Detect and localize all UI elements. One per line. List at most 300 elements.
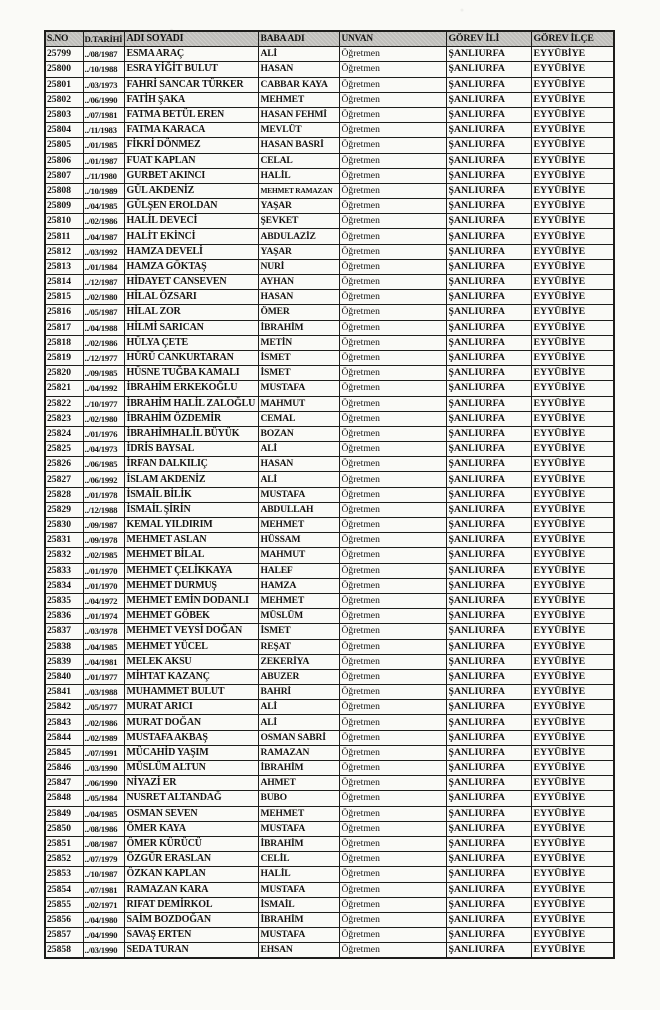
cell-sno: 25801 — [45, 77, 83, 92]
cell-ilce: EYYÜBİYE — [531, 62, 614, 77]
table-row — [45, 943, 614, 959]
cell-adi: MELEK AKSU — [124, 654, 258, 669]
table-row — [45, 320, 614, 335]
cell-ilce: EYYÜBİYE — [531, 609, 614, 624]
cell-ilce: EYYÜBİYE — [531, 168, 614, 183]
cell-ilce: EYYÜBİYE — [531, 639, 614, 654]
cell-baba: HASAN — [258, 62, 339, 77]
cell-baba: BAHRİ — [258, 685, 339, 700]
cell-ilce: EYYÜBİYE — [531, 700, 614, 715]
table-row — [45, 107, 614, 122]
cell-baba: CABBAR KAYA — [258, 77, 339, 92]
cell-dtarihi: ../04/1973 — [83, 442, 124, 457]
cell-adi: HİLAL ZOR — [124, 305, 258, 320]
cell-ilce: EYYÜBİYE — [531, 457, 614, 472]
cell-adi: MURAT ARICI — [124, 700, 258, 715]
cell-unvan: Öğretmen — [339, 442, 446, 457]
cell-sno: 25836 — [45, 609, 83, 624]
cell-dtarihi: ../01/1970 — [83, 563, 124, 578]
cell-ilce: EYYÜBİYE — [531, 943, 614, 959]
cell-unvan: Öğretmen — [339, 259, 446, 274]
cell-unvan: Öğretmen — [339, 882, 446, 897]
cell-sno: 25829 — [45, 502, 83, 517]
cell-unvan: Öğretmen — [339, 578, 446, 593]
cell-ili: ŞANLIURFA — [446, 47, 531, 62]
cell-ilce: EYYÜBİYE — [531, 730, 614, 745]
cell-ilce: EYYÜBİYE — [531, 897, 614, 912]
cell-sno: 25844 — [45, 730, 83, 745]
cell-ilce: EYYÜBİYE — [531, 442, 614, 457]
cell-sno: 25852 — [45, 852, 83, 867]
cell-ili: ŞANLIURFA — [446, 943, 531, 959]
cell-dtarihi: ../04/1987 — [83, 229, 124, 244]
cell-adi: İBRAHİM ÖZDEMİR — [124, 411, 258, 426]
column-header-gorev-ilce: GÖREV İLÇE — [531, 31, 614, 47]
cell-dtarihi: ../05/1977 — [83, 700, 124, 715]
cell-adi: MUHAMMET BULUT — [124, 685, 258, 700]
cell-ilce: EYYÜBİYE — [531, 350, 614, 365]
cell-ili: ŞANLIURFA — [446, 867, 531, 882]
cell-ili: ŞANLIURFA — [446, 593, 531, 608]
table-row — [45, 275, 614, 290]
cell-sno: 25806 — [45, 153, 83, 168]
cell-adi: HALİL DEVECİ — [124, 214, 258, 229]
cell-unvan: Öğretmen — [339, 806, 446, 821]
table-row — [45, 791, 614, 806]
table-row — [45, 669, 614, 684]
cell-unvan: Öğretmen — [339, 381, 446, 396]
table-row — [45, 593, 614, 608]
cell-dtarihi: ../12/1977 — [83, 350, 124, 365]
cell-ilce: EYYÜBİYE — [531, 77, 614, 92]
cell-dtarihi: ../01/1984 — [83, 259, 124, 274]
cell-baba: MEHMET — [258, 593, 339, 608]
cell-sno: 25820 — [45, 366, 83, 381]
cell-sno: 25849 — [45, 806, 83, 821]
table-row — [45, 852, 614, 867]
cell-dtarihi: ../07/1979 — [83, 852, 124, 867]
cell-dtarihi: ../04/1985 — [83, 806, 124, 821]
cell-adi: FİKRİ DÖNMEZ — [124, 138, 258, 153]
cell-ili: ŞANLIURFA — [446, 92, 531, 107]
cell-ilce: EYYÜBİYE — [531, 806, 614, 821]
cell-sno: 25807 — [45, 168, 83, 183]
cell-ili: ŞANLIURFA — [446, 275, 531, 290]
personnel-table — [44, 30, 615, 959]
table-row — [45, 882, 614, 897]
cell-baba: HAMZA — [258, 578, 339, 593]
cell-sno: 25828 — [45, 487, 83, 502]
cell-ilce: EYYÜBİYE — [531, 745, 614, 760]
cell-adi: FATİH ŞAKA — [124, 92, 258, 107]
cell-sno: 25800 — [45, 62, 83, 77]
cell-ilce: EYYÜBİYE — [531, 669, 614, 684]
cell-unvan: Öğretmen — [339, 639, 446, 654]
cell-dtarihi: ../01/1987 — [83, 153, 124, 168]
cell-ili: ŞANLIURFA — [446, 62, 531, 77]
cell-ilce: EYYÜBİYE — [531, 715, 614, 730]
cell-ili: ŞANLIURFA — [446, 745, 531, 760]
table-row — [45, 153, 614, 168]
cell-sno: 25834 — [45, 578, 83, 593]
cell-ili: ŞANLIURFA — [446, 320, 531, 335]
cell-dtarihi: ../02/1986 — [83, 715, 124, 730]
cell-baba: ABDULAZİZ — [258, 229, 339, 244]
cell-baba: MEHMET RAMAZAN — [258, 183, 339, 198]
cell-sno: 25817 — [45, 320, 83, 335]
cell-baba: ÖMER — [258, 305, 339, 320]
cell-unvan: Öğretmen — [339, 867, 446, 882]
cell-dtarihi: ../02/1989 — [83, 730, 124, 745]
cell-dtarihi: ../03/1973 — [83, 77, 124, 92]
cell-unvan: Öğretmen — [339, 609, 446, 624]
cell-adi: İSMAİL BİLİK — [124, 487, 258, 502]
cell-ilce: EYYÜBİYE — [531, 244, 614, 259]
cell-adi: SAİM BOZDOĞAN — [124, 912, 258, 927]
cell-ili: ŞANLIURFA — [446, 533, 531, 548]
cell-unvan: Öğretmen — [339, 912, 446, 927]
cell-sno: 25799 — [45, 47, 83, 62]
cell-adi: İBRAHİMHALİL BÜYÜK — [124, 426, 258, 441]
cell-adi: FAHRİ SANCAR TÜRKER — [124, 77, 258, 92]
cell-dtarihi: ../03/1990 — [83, 943, 124, 959]
cell-ili: ŞANLIURFA — [446, 912, 531, 927]
cell-baba: MAHMUT — [258, 548, 339, 563]
cell-dtarihi: ../08/1987 — [83, 836, 124, 851]
cell-unvan: Öğretmen — [339, 715, 446, 730]
cell-sno: 25856 — [45, 912, 83, 927]
cell-adi: GÜL AKDENİZ — [124, 183, 258, 198]
cell-adi: MEHMET YÜCEL — [124, 639, 258, 654]
cell-dtarihi: ../01/1977 — [83, 669, 124, 684]
cell-sno: 25821 — [45, 381, 83, 396]
cell-adi: FATMA KARACA — [124, 123, 258, 138]
cell-baba: YAŞAR — [258, 244, 339, 259]
cell-sno: 25846 — [45, 761, 83, 776]
table-row — [45, 305, 614, 320]
cell-unvan: Öğretmen — [339, 943, 446, 959]
cell-baba: İSMAİL — [258, 897, 339, 912]
cell-ili: ŞANLIURFA — [446, 518, 531, 533]
cell-sno: 25841 — [45, 685, 83, 700]
cell-ilce: EYYÜBİYE — [531, 821, 614, 836]
cell-baba: CELİL — [258, 852, 339, 867]
cell-sno: 25808 — [45, 183, 83, 198]
cell-ili: ŞANLIURFA — [446, 578, 531, 593]
cell-sno: 25847 — [45, 776, 83, 791]
cell-baba: İSMET — [258, 366, 339, 381]
cell-unvan: Öğretmen — [339, 745, 446, 760]
table-row — [45, 214, 614, 229]
cell-dtarihi: ../01/1974 — [83, 609, 124, 624]
cell-dtarihi: ../02/1971 — [83, 897, 124, 912]
cell-adi: İRFAN DALKILIÇ — [124, 457, 258, 472]
cell-sno: 25858 — [45, 943, 83, 959]
cell-sno: 25851 — [45, 836, 83, 851]
cell-dtarihi: ../04/1985 — [83, 639, 124, 654]
cell-unvan: Öğretmen — [339, 335, 446, 350]
cell-dtarihi: ../06/1992 — [83, 472, 124, 487]
cell-unvan: Öğretmen — [339, 123, 446, 138]
cell-ili: ŞANLIURFA — [446, 426, 531, 441]
cell-ilce: EYYÜBİYE — [531, 761, 614, 776]
cell-baba: ALİ — [258, 700, 339, 715]
cell-unvan: Öğretmen — [339, 518, 446, 533]
cell-ili: ŞANLIURFA — [446, 229, 531, 244]
cell-dtarihi: ../03/1990 — [83, 761, 124, 776]
cell-adi: HAMZA DEVELİ — [124, 244, 258, 259]
cell-unvan: Öğretmen — [339, 700, 446, 715]
cell-adi: İSLAM AKDENİZ — [124, 472, 258, 487]
cell-ilce: EYYÜBİYE — [531, 563, 614, 578]
cell-baba: AYHAN — [258, 275, 339, 290]
cell-ili: ŞANLIURFA — [446, 776, 531, 791]
cell-ili: ŞANLIURFA — [446, 852, 531, 867]
table-row — [45, 92, 614, 107]
cell-baba: İSMET — [258, 624, 339, 639]
cell-ili: ŞANLIURFA — [446, 897, 531, 912]
cell-ili: ŞANLIURFA — [446, 107, 531, 122]
cell-ilce: EYYÜBİYE — [531, 836, 614, 851]
cell-sno: 25809 — [45, 199, 83, 214]
cell-unvan: Öğretmen — [339, 47, 446, 62]
cell-baba: CEMAL — [258, 411, 339, 426]
cell-ili: ŞANLIURFA — [446, 472, 531, 487]
cell-adi: HİLAL ÖZSARI — [124, 290, 258, 305]
cell-adi: KEMAL YILDIRIM — [124, 518, 258, 533]
cell-adi: MEHMET GÖBEK — [124, 609, 258, 624]
cell-baba: HASAN — [258, 457, 339, 472]
cell-adi: MEHMET VEYSİ DOĞAN — [124, 624, 258, 639]
cell-ilce: EYYÜBİYE — [531, 275, 614, 290]
table-row — [45, 244, 614, 259]
cell-ilce: EYYÜBİYE — [531, 259, 614, 274]
cell-ilce: EYYÜBİYE — [531, 578, 614, 593]
cell-sno: 25845 — [45, 745, 83, 760]
table-row — [45, 730, 614, 745]
cell-baba: BUBO — [258, 791, 339, 806]
cell-adi: ESMA ARAÇ — [124, 47, 258, 62]
cell-unvan: Öğretmen — [339, 275, 446, 290]
cell-ili: ŞANLIURFA — [446, 199, 531, 214]
cell-ili: ŞANLIURFA — [446, 700, 531, 715]
cell-dtarihi: ../02/1986 — [83, 214, 124, 229]
table-row — [45, 259, 614, 274]
table-row — [45, 928, 614, 943]
cell-adi: MEHMET DURMUŞ — [124, 578, 258, 593]
table-row — [45, 609, 614, 624]
cell-baba: MEVLÜT — [258, 123, 339, 138]
cell-adi: HÜRÜ CANKURTARAN — [124, 350, 258, 365]
cell-adi: MİHTAT KAZANÇ — [124, 669, 258, 684]
cell-unvan: Öğretmen — [339, 548, 446, 563]
cell-ilce: EYYÜBİYE — [531, 138, 614, 153]
cell-unvan: Öğretmen — [339, 928, 446, 943]
table-row — [45, 836, 614, 851]
cell-unvan: Öğretmen — [339, 821, 446, 836]
cell-sno: 25833 — [45, 563, 83, 578]
cell-ili: ŞANLIURFA — [446, 123, 531, 138]
cell-ili: ŞANLIURFA — [446, 730, 531, 745]
cell-adi: FUAT KAPLAN — [124, 153, 258, 168]
table-row — [45, 411, 614, 426]
cell-dtarihi: ../08/1986 — [83, 821, 124, 836]
cell-baba: ALİ — [258, 47, 339, 62]
table-row — [45, 776, 614, 791]
cell-ili: ŞANLIURFA — [446, 244, 531, 259]
cell-ilce: EYYÜBİYE — [531, 290, 614, 305]
cell-ili: ŞANLIURFA — [446, 685, 531, 700]
cell-ilce: EYYÜBİYE — [531, 928, 614, 943]
cell-unvan: Öğretmen — [339, 624, 446, 639]
table-row — [45, 487, 614, 502]
table-row — [45, 472, 614, 487]
cell-baba: AHMET — [258, 776, 339, 791]
cell-dtarihi: ../04/1981 — [83, 654, 124, 669]
cell-baba: ŞEVKET — [258, 214, 339, 229]
cell-unvan: Öğretmen — [339, 153, 446, 168]
cell-adi: MEHMET ASLAN — [124, 533, 258, 548]
cell-dtarihi: ../07/1981 — [83, 882, 124, 897]
cell-unvan: Öğretmen — [339, 654, 446, 669]
cell-dtarihi: ../09/1985 — [83, 366, 124, 381]
cell-baba: MEHMET — [258, 518, 339, 533]
cell-sno: 25842 — [45, 700, 83, 715]
cell-ilce: EYYÜBİYE — [531, 472, 614, 487]
table-row — [45, 867, 614, 882]
column-header-unvan: UNVAN — [339, 31, 446, 47]
cell-adi: İSMAİL ŞİRİN — [124, 502, 258, 517]
cell-unvan: Öğretmen — [339, 396, 446, 411]
cell-baba: ALİ — [258, 715, 339, 730]
table-row — [45, 578, 614, 593]
cell-dtarihi: ../12/1987 — [83, 275, 124, 290]
cell-adi: HÜLYA ÇETE — [124, 335, 258, 350]
cell-unvan: Öğretmen — [339, 669, 446, 684]
table-row — [45, 457, 614, 472]
cell-baba: ABUZER — [258, 669, 339, 684]
cell-dtarihi: ../06/1985 — [83, 457, 124, 472]
table-row — [45, 897, 614, 912]
cell-ili: ŞANLIURFA — [446, 882, 531, 897]
cell-baba: HALİL — [258, 867, 339, 882]
table-body — [45, 47, 614, 959]
cell-adi: İDRİS BAYSAL — [124, 442, 258, 457]
cell-ili: ŞANLIURFA — [446, 290, 531, 305]
table-row — [45, 700, 614, 715]
cell-ili: ŞANLIURFA — [446, 442, 531, 457]
cell-unvan: Öğretmen — [339, 229, 446, 244]
cell-ili: ŞANLIURFA — [446, 214, 531, 229]
cell-ili: ŞANLIURFA — [446, 457, 531, 472]
table-row — [45, 138, 614, 153]
cell-adi: ÖMER KAYA — [124, 821, 258, 836]
cell-unvan: Öğretmen — [339, 472, 446, 487]
cell-sno: 25853 — [45, 867, 83, 882]
table-row — [45, 62, 614, 77]
cell-baba: İBRAHİM — [258, 912, 339, 927]
cell-sno: 25854 — [45, 882, 83, 897]
cell-sno: 25855 — [45, 897, 83, 912]
cell-ili: ŞANLIURFA — [446, 77, 531, 92]
cell-dtarihi: ../04/1980 — [83, 912, 124, 927]
table-row — [45, 548, 614, 563]
cell-adi: ÖZKAN KAPLAN — [124, 867, 258, 882]
column-header-baba-adi: BABA ADI — [258, 31, 339, 47]
table-row — [45, 335, 614, 350]
cell-ilce: EYYÜBİYE — [531, 912, 614, 927]
cell-ili: ŞANLIURFA — [446, 411, 531, 426]
cell-dtarihi: ../06/1990 — [83, 776, 124, 791]
cell-unvan: Öğretmen — [339, 183, 446, 198]
cell-adi: İBRAHİM HALİL ZALOĞLU — [124, 396, 258, 411]
cell-unvan: Öğretmen — [339, 426, 446, 441]
cell-dtarihi: ../12/1988 — [83, 502, 124, 517]
cell-adi: HİLMİ SARICAN — [124, 320, 258, 335]
cell-adi: GÜLŞEN EROLDAN — [124, 199, 258, 214]
cell-ilce: EYYÜBİYE — [531, 624, 614, 639]
cell-baba: HASAN FEHMİ — [258, 107, 339, 122]
cell-unvan: Öğretmen — [339, 350, 446, 365]
cell-dtarihi: ../11/1983 — [83, 123, 124, 138]
cell-ili: ŞANLIURFA — [446, 168, 531, 183]
cell-unvan: Öğretmen — [339, 320, 446, 335]
table-row — [45, 290, 614, 305]
cell-sno: 25815 — [45, 290, 83, 305]
table-row — [45, 426, 614, 441]
cell-dtarihi: ../10/1987 — [83, 867, 124, 882]
cell-ilce: EYYÜBİYE — [531, 548, 614, 563]
cell-unvan: Öğretmen — [339, 593, 446, 608]
table-row — [45, 183, 614, 198]
cell-sno: 25813 — [45, 259, 83, 274]
cell-dtarihi: ../10/1977 — [83, 396, 124, 411]
cell-sno: 25823 — [45, 411, 83, 426]
cell-sno: 25827 — [45, 472, 83, 487]
table-header — [45, 31, 614, 47]
column-header-sno: S.NO — [45, 31, 83, 47]
cell-baba: HÜSSAM — [258, 533, 339, 548]
cell-sno: 25814 — [45, 275, 83, 290]
cell-baba: MÜSLÜM — [258, 609, 339, 624]
cell-adi: SAVAŞ ERTEN — [124, 928, 258, 943]
cell-adi: RAMAZAN KARA — [124, 882, 258, 897]
cell-sno: 25810 — [45, 214, 83, 229]
cell-baba: EHSAN — [258, 943, 339, 959]
cell-adi: RIFAT DEMİRKOL — [124, 897, 258, 912]
cell-sno: 25835 — [45, 593, 83, 608]
cell-sno: 25831 — [45, 533, 83, 548]
cell-baba: ABDULLAH — [258, 502, 339, 517]
cell-ilce: EYYÜBİYE — [531, 229, 614, 244]
cell-sno: 25840 — [45, 669, 83, 684]
cell-unvan: Öğretmen — [339, 77, 446, 92]
cell-dtarihi: ../02/1980 — [83, 290, 124, 305]
cell-adi: OSMAN SEVEN — [124, 806, 258, 821]
table-row — [45, 639, 614, 654]
cell-adi: HÜSNE TUĞBA KAMALI — [124, 366, 258, 381]
cell-dtarihi: ../01/1970 — [83, 578, 124, 593]
cell-baba: MEHMET — [258, 806, 339, 821]
cell-baba: İBRAHİM — [258, 320, 339, 335]
cell-unvan: Öğretmen — [339, 411, 446, 426]
cell-dtarihi: ../03/1988 — [83, 685, 124, 700]
cell-sno: 25830 — [45, 518, 83, 533]
cell-ili: ŞANLIURFA — [446, 259, 531, 274]
cell-sno: 25843 — [45, 715, 83, 730]
cell-sno: 25816 — [45, 305, 83, 320]
cell-ili: ŞANLIURFA — [446, 502, 531, 517]
